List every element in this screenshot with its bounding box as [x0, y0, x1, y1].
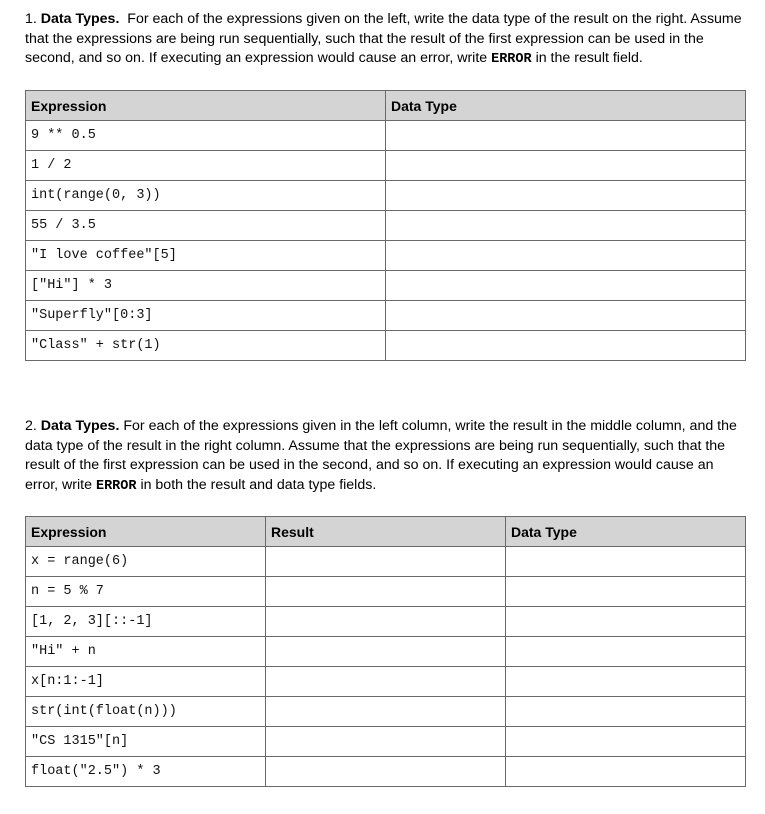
question-1-heading: Data Types.	[40, 11, 120, 27]
question-1-number: 1.	[25, 11, 37, 27]
question-2-text-b: in both the result and data type fields.	[140, 477, 377, 494]
data-type-cell[interactable]	[506, 727, 746, 757]
table-header-row	[26, 517, 746, 547]
header-data-type: Data Type	[386, 91, 746, 121]
expression-cell: "CS 1315"[n]	[26, 727, 266, 757]
expression-cell: "Class" + str(1)	[26, 331, 386, 361]
data-type-cell[interactable]	[386, 271, 746, 301]
question-1-text-b: in the result field.	[535, 50, 643, 67]
question-2-error-keyword: ERROR	[95, 479, 137, 495]
table-row	[26, 637, 746, 667]
table-row	[26, 757, 746, 787]
table-row	[26, 271, 746, 301]
question-2-heading: Data Types.	[40, 418, 120, 434]
data-type-cell[interactable]	[386, 181, 746, 211]
expression-cell: 55 / 3.5	[26, 211, 386, 241]
expression-cell: [1, 2, 3][::-1]	[26, 607, 266, 637]
question-2-number: 2.	[25, 418, 37, 434]
table-row	[26, 151, 746, 181]
result-cell[interactable]	[266, 547, 506, 577]
data-type-cell[interactable]	[506, 697, 746, 727]
expression-cell: n = 5 % 7	[26, 577, 266, 607]
data-type-cell[interactable]	[506, 667, 746, 697]
question-1-error-keyword: ERROR	[491, 52, 532, 68]
table-row	[26, 697, 746, 727]
question-2-instructions	[25, 417, 749, 497]
data-type-cell[interactable]	[506, 577, 746, 607]
result-cell[interactable]	[266, 697, 506, 727]
question-2-table	[25, 516, 746, 787]
result-cell[interactable]	[266, 727, 506, 757]
header-data-type: Data Type	[506, 517, 746, 547]
expression-cell: "Superfly"[0:3]	[26, 301, 386, 331]
question-1-rows	[26, 121, 746, 361]
expression-cell: 1 / 2	[26, 151, 386, 181]
table-row	[26, 607, 746, 637]
table-row	[26, 121, 746, 151]
table-row	[26, 211, 746, 241]
data-type-cell[interactable]	[506, 607, 746, 637]
result-cell[interactable]	[266, 667, 506, 697]
question-1-text-a: For each of the expressions given on the left, write the data type of the result on the right. Assume that the expressions are being run sequentially, such that the result of the first expression can be used in the second, and so on. If executing an expression would cause an error, write	[25, 11, 742, 67]
result-cell[interactable]	[266, 577, 506, 607]
data-type-cell[interactable]	[386, 241, 746, 271]
expression-cell: "I love coffee"[5]	[26, 241, 386, 271]
result-cell[interactable]	[266, 757, 506, 787]
data-type-cell[interactable]	[386, 121, 746, 151]
table-row	[26, 727, 746, 757]
table-row	[26, 577, 746, 607]
table-row	[26, 241, 746, 271]
table-row	[26, 301, 746, 331]
header-expression: Expression	[26, 91, 386, 121]
question-1-table	[25, 90, 746, 361]
table-row	[26, 547, 746, 577]
table-row	[26, 331, 746, 361]
data-type-cell[interactable]	[386, 331, 746, 361]
table-row	[26, 181, 746, 211]
expression-cell: int(range(0, 3))	[26, 181, 386, 211]
result-cell[interactable]	[266, 637, 506, 667]
expression-cell: 9 ** 0.5	[26, 121, 386, 151]
expression-cell: x[n:1:-1]	[26, 667, 266, 697]
data-type-cell[interactable]	[506, 757, 746, 787]
question-1-instructions	[25, 10, 749, 70]
table-row	[26, 667, 746, 697]
expression-cell: ["Hi"] * 3	[26, 271, 386, 301]
expression-cell: x = range(6)	[26, 547, 266, 577]
result-cell[interactable]	[266, 607, 506, 637]
data-type-cell[interactable]	[506, 547, 746, 577]
expression-cell: "Hi" + n	[26, 637, 266, 667]
table-header-row	[26, 91, 746, 121]
data-type-cell[interactable]	[386, 151, 746, 181]
header-result: Result	[266, 517, 506, 547]
data-type-cell[interactable]	[386, 301, 746, 331]
expression-cell: str(int(float(n)))	[26, 697, 266, 727]
question-2-text-a: For each of the expressions given in the left column, write the result in the middle column, and the data type of the result in the right column. Assume that the expressions are being run sequentially, such that the result of the first expression can be used in the second, and so on. If executing an expression would cause an error, write	[25, 418, 737, 494]
question-2-rows	[26, 547, 746, 787]
expression-cell: float("2.5") * 3	[26, 757, 266, 787]
data-type-cell[interactable]	[386, 211, 746, 241]
header-expression: Expression	[26, 517, 266, 547]
data-type-cell[interactable]	[506, 637, 746, 667]
